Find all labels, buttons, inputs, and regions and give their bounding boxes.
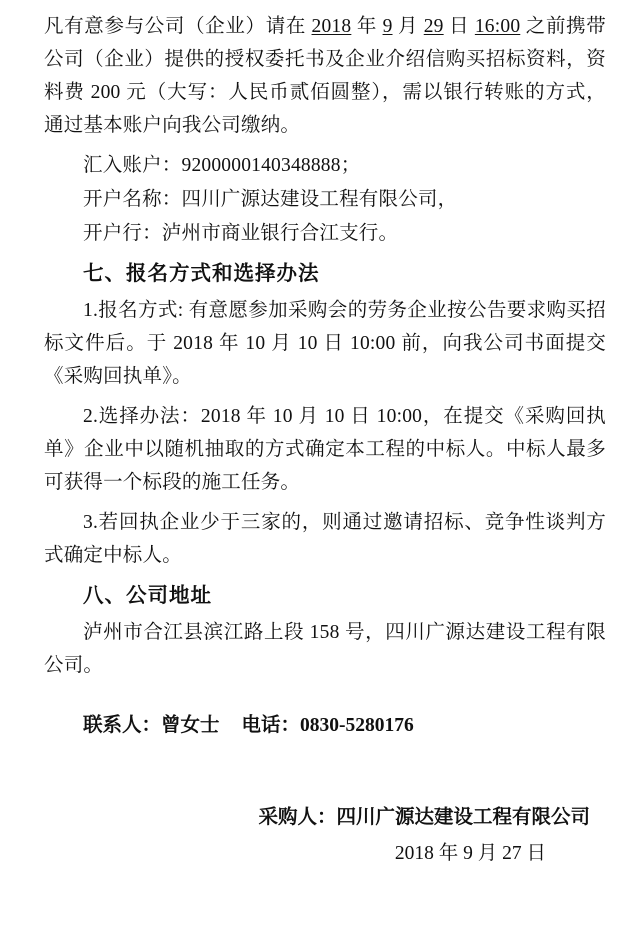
section-eight-heading: 八、公司地址 bbox=[83, 585, 212, 607]
deadline-time: 16:00 bbox=[474, 16, 521, 37]
bank-account-no: 汇入账户：9200000140348888； bbox=[83, 155, 361, 176]
signature-line-purchaser bbox=[44, 800, 590, 836]
text-segment: 凡有意参与公司（企业）请在 bbox=[44, 16, 312, 37]
text-segment: 年 bbox=[351, 16, 383, 37]
deadline-month: 9 bbox=[382, 16, 393, 37]
deadline-year: 2018 bbox=[311, 16, 352, 37]
signature-block bbox=[44, 800, 606, 872]
contact-line bbox=[44, 709, 606, 742]
contact-label: 联系人： bbox=[83, 714, 162, 736]
text-segment: 月 bbox=[392, 16, 424, 37]
purchaser-label: 采购人： bbox=[258, 806, 337, 828]
company-address: 泸州市合江县滨江路上段 158 号，四川广源达建设工程有限公司。 bbox=[44, 622, 606, 676]
section-seven-item-1: 1.报名方式: 有意愿参加采购会的劳务企业按公告要求购买招标文件后。于 2018 年 10 月 10 日 10:00 前，向我公司书面提交《采购回执单》。 bbox=[44, 300, 606, 387]
section-seven-item-3: 3.若回执企业少于三家的，则通过邀请招标、竞争性谈判方式确定中标人。 bbox=[44, 512, 606, 566]
paragraph-payment-deadline bbox=[44, 10, 606, 142]
text-segment: 日 bbox=[443, 16, 475, 37]
signature-date: 2018 年 9 月 27 日 bbox=[394, 842, 546, 864]
bank-account-name: 开户名称：四川广源达建设工程有限公司， bbox=[83, 189, 458, 210]
contact-name: 曾女士 bbox=[161, 714, 220, 736]
spacer bbox=[44, 683, 606, 689]
phone-label: 电话： bbox=[241, 714, 301, 736]
text-segment: 之前携带公司（企业）提供的授权委托书及企业介绍信购买招标资料，资料费 200 元（大写：人民币贰佰圆整），需以银行转账的方式，通过基本账户向我公司缴纳。 bbox=[44, 16, 606, 136]
purchaser-name: 四川广源达建设工程有限公司 bbox=[336, 806, 590, 828]
deadline-day: 29 bbox=[423, 16, 444, 37]
bank-branch: 开户行：泸州市商业银行合江支行。 bbox=[83, 223, 399, 244]
phone-number: 0830-5280176 bbox=[300, 714, 414, 736]
section-seven-item-2: 2.选择办法：2018 年 10 月 10 日 10:00，在提交《采购回执单》企业中以随机抽取的方式确定本工程的中标人。中标人最多可获得一个标段的施工任务。 bbox=[44, 406, 606, 493]
section-seven-heading: 七、报名方式和选择办法 bbox=[83, 263, 320, 285]
